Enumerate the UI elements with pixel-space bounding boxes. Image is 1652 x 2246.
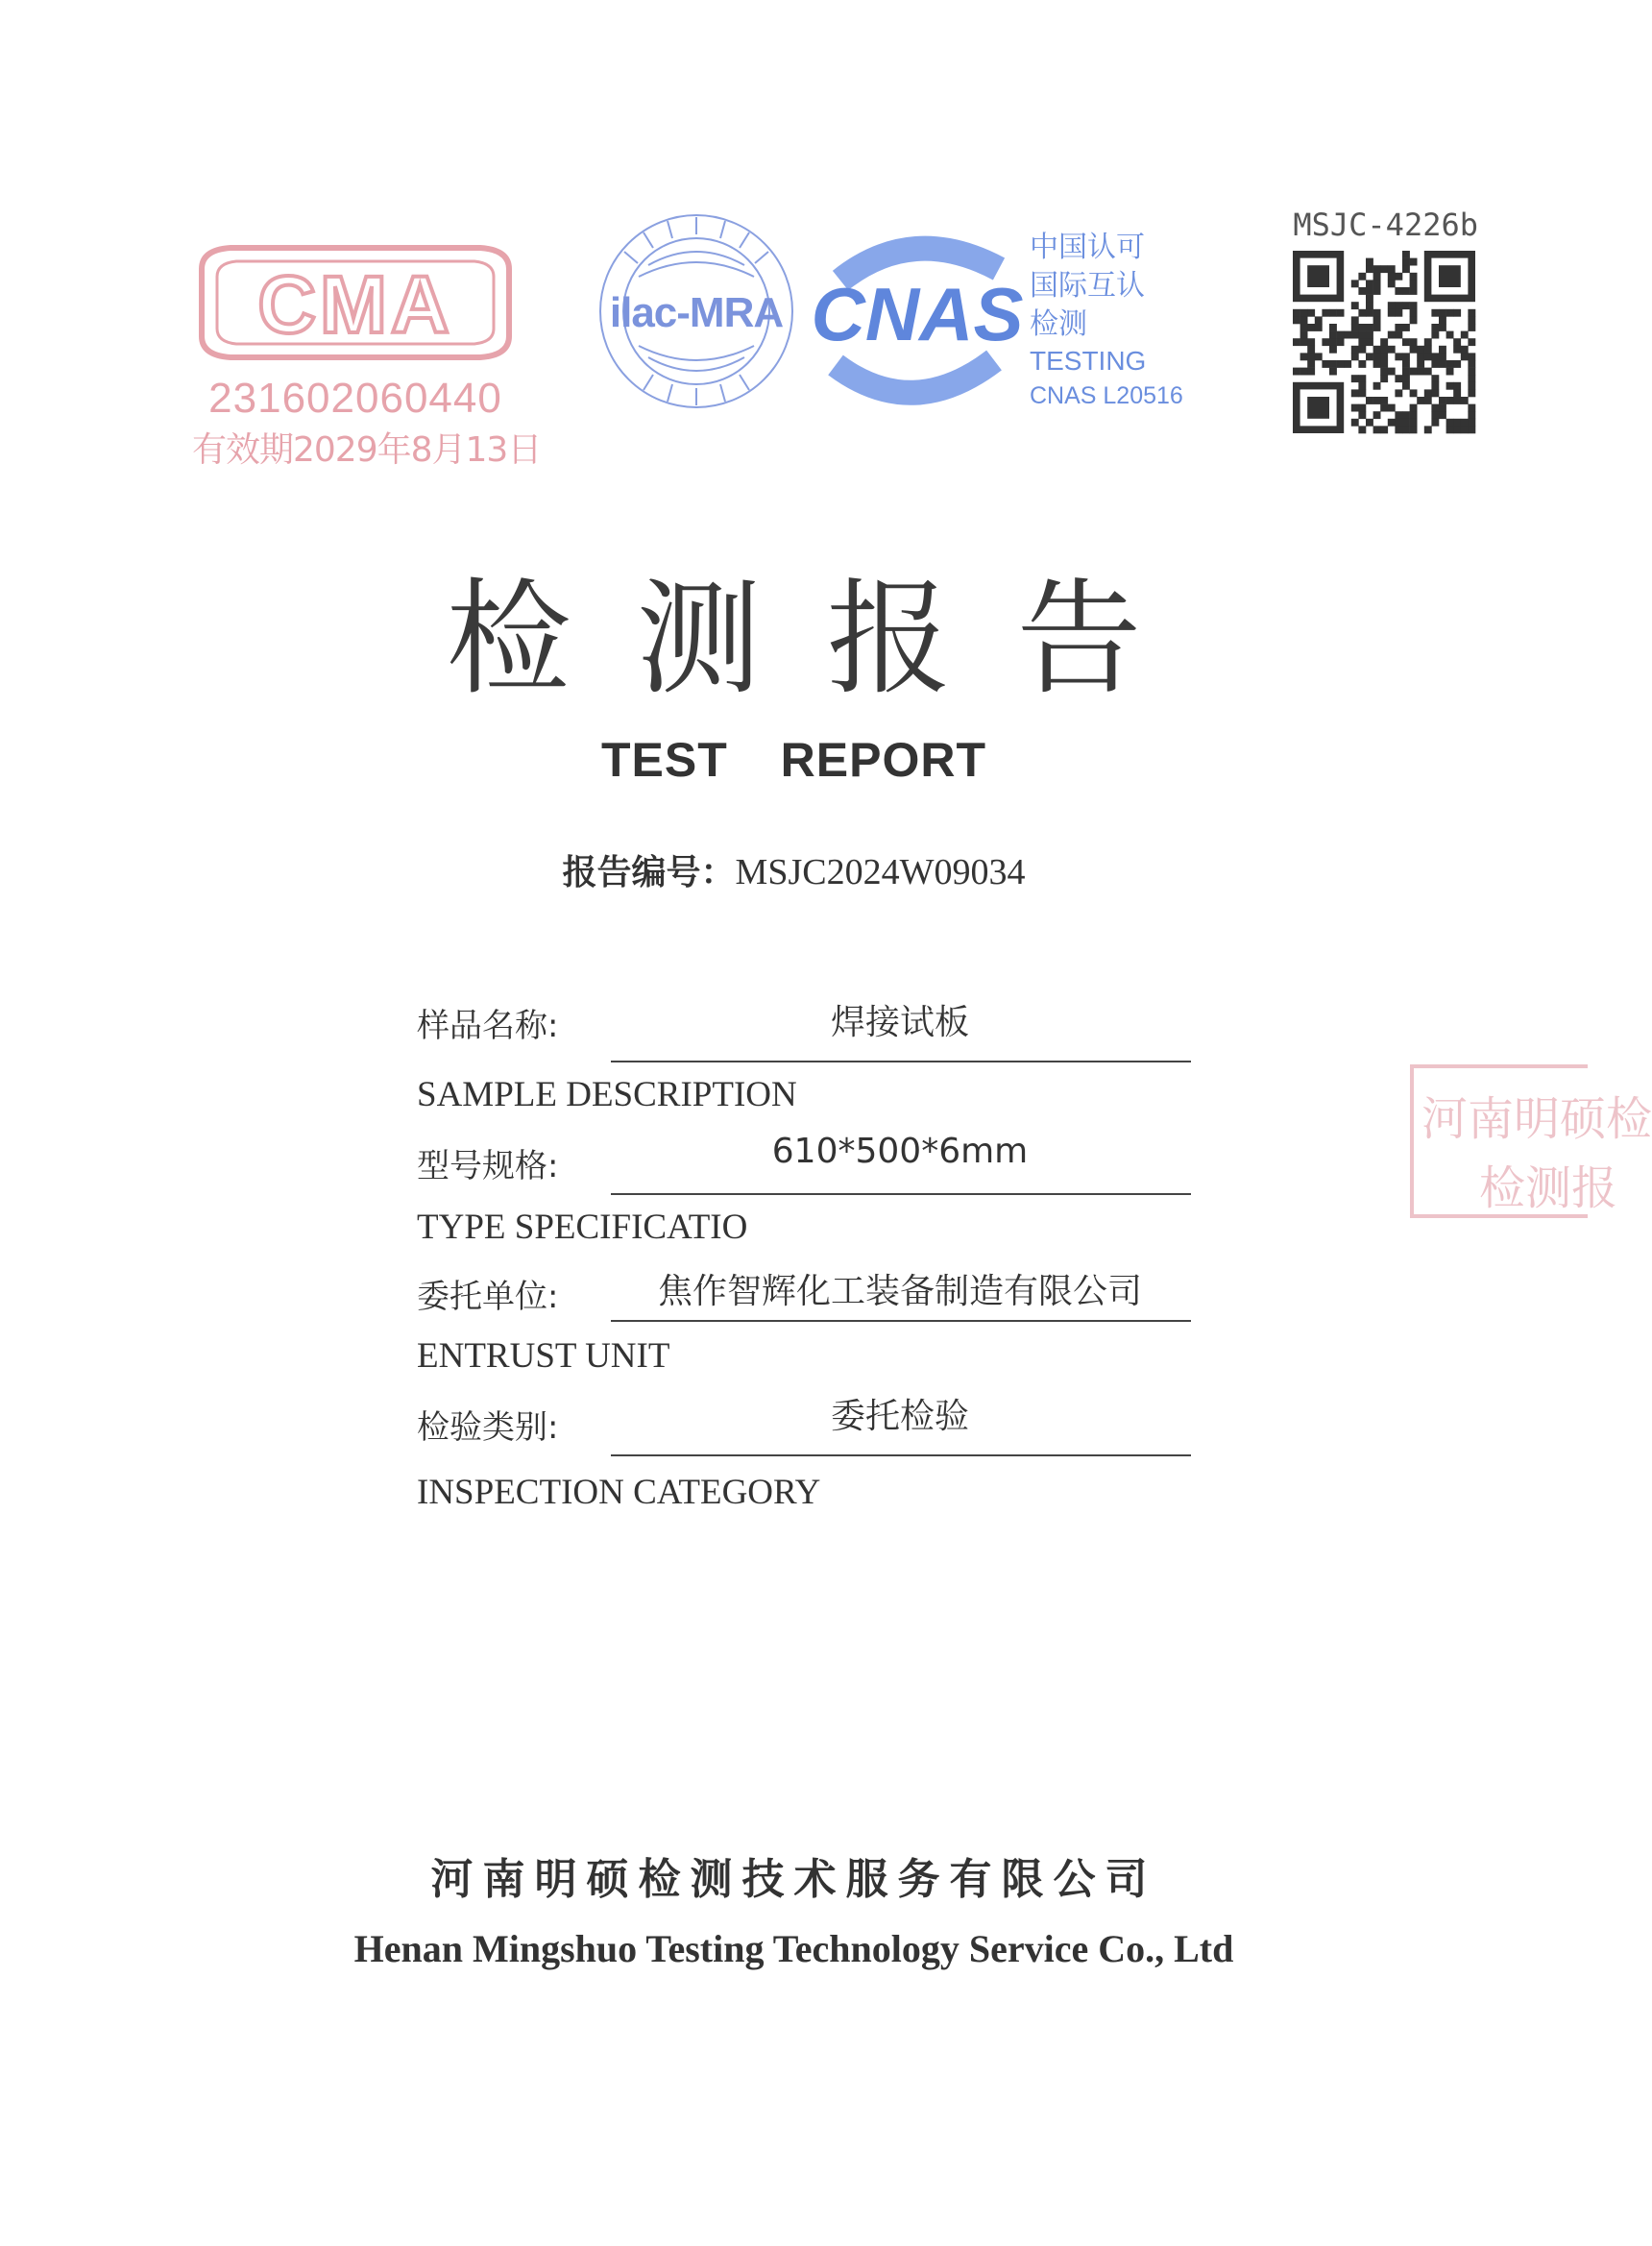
cnas-line-4: TESTING <box>1030 346 1147 376</box>
page-title: 检测报告 <box>446 566 1207 712</box>
type-label: 型号规格: <box>417 1147 559 1185</box>
cma-logo-icon <box>182 231 528 375</box>
report-number-value: MSJC2024W09034 <box>735 852 1026 892</box>
category-label: 检验类别: <box>417 1408 559 1447</box>
entrust-label: 委托单位: <box>417 1278 559 1316</box>
company-name-cn: 河南明硕检测技术服务有限公司 <box>430 1855 1157 1904</box>
page-title-en: TEST REPORT <box>600 733 987 787</box>
entrust-value: 焦作智辉化工装备制造有限公司 <box>657 1272 1142 1311</box>
ilac-logo-icon <box>595 209 797 413</box>
type-underline <box>611 1193 1191 1195</box>
cnas-line-1: 中国认可 <box>1030 231 1145 264</box>
ilac-logo-text: ilac-MRA <box>609 289 784 336</box>
side-stamp-line-1: 河南明硕检 <box>1421 1092 1652 1146</box>
cma-logo-text: CMA <box>257 259 453 350</box>
ilac-mra-seal <box>595 209 797 413</box>
report-number-label: 报告编号： <box>562 853 736 892</box>
side-stamp-line-2: 检测报 <box>1479 1161 1618 1215</box>
qr-code-label: MSJC-4226b <box>1293 207 1478 243</box>
cnas-seal-text <box>1030 229 1183 413</box>
type-label-en: TYPE SPECIFICATIO <box>417 1208 748 1247</box>
cnas-line-3: 检测 <box>1030 307 1087 341</box>
cnas-line-2: 国际互认 <box>1030 269 1145 303</box>
company-name-en: Henan Mingshuo Testing Technology Service Co., Ltd <box>353 1927 1234 1970</box>
entrust-label-en: ENTRUST UNIT <box>417 1336 670 1376</box>
company-stamp-partial <box>1410 1064 1652 1218</box>
qr-code-icon[interactable] <box>1293 251 1475 433</box>
cma-number: 231602060440 <box>208 375 502 422</box>
sample-label: 样品名称: <box>417 1007 559 1045</box>
cma-seal <box>182 231 542 490</box>
sample-underline <box>611 1061 1191 1062</box>
category-underline <box>611 1454 1191 1456</box>
sample-label-en: SAMPLE DESCRIPTION <box>417 1075 797 1114</box>
report-number <box>0 845 1588 894</box>
cnas-line-5: CNAS L20516 <box>1030 382 1183 409</box>
type-value: 610*500*6mm <box>771 1132 1029 1171</box>
category-label-en: INSPECTION CATEGORY <box>417 1473 821 1512</box>
cnas-seal <box>797 231 1037 408</box>
cnas-logo-text: CNAS <box>811 272 1024 356</box>
sample-value: 焊接试板 <box>830 1003 969 1042</box>
category-value: 委托检验 <box>830 1397 969 1436</box>
cnas-logo-icon <box>797 231 1037 408</box>
entrust-underline <box>611 1320 1191 1322</box>
cma-validity: 有效期2029年8月13日 <box>192 430 542 470</box>
qr-code-block <box>1293 207 1478 437</box>
